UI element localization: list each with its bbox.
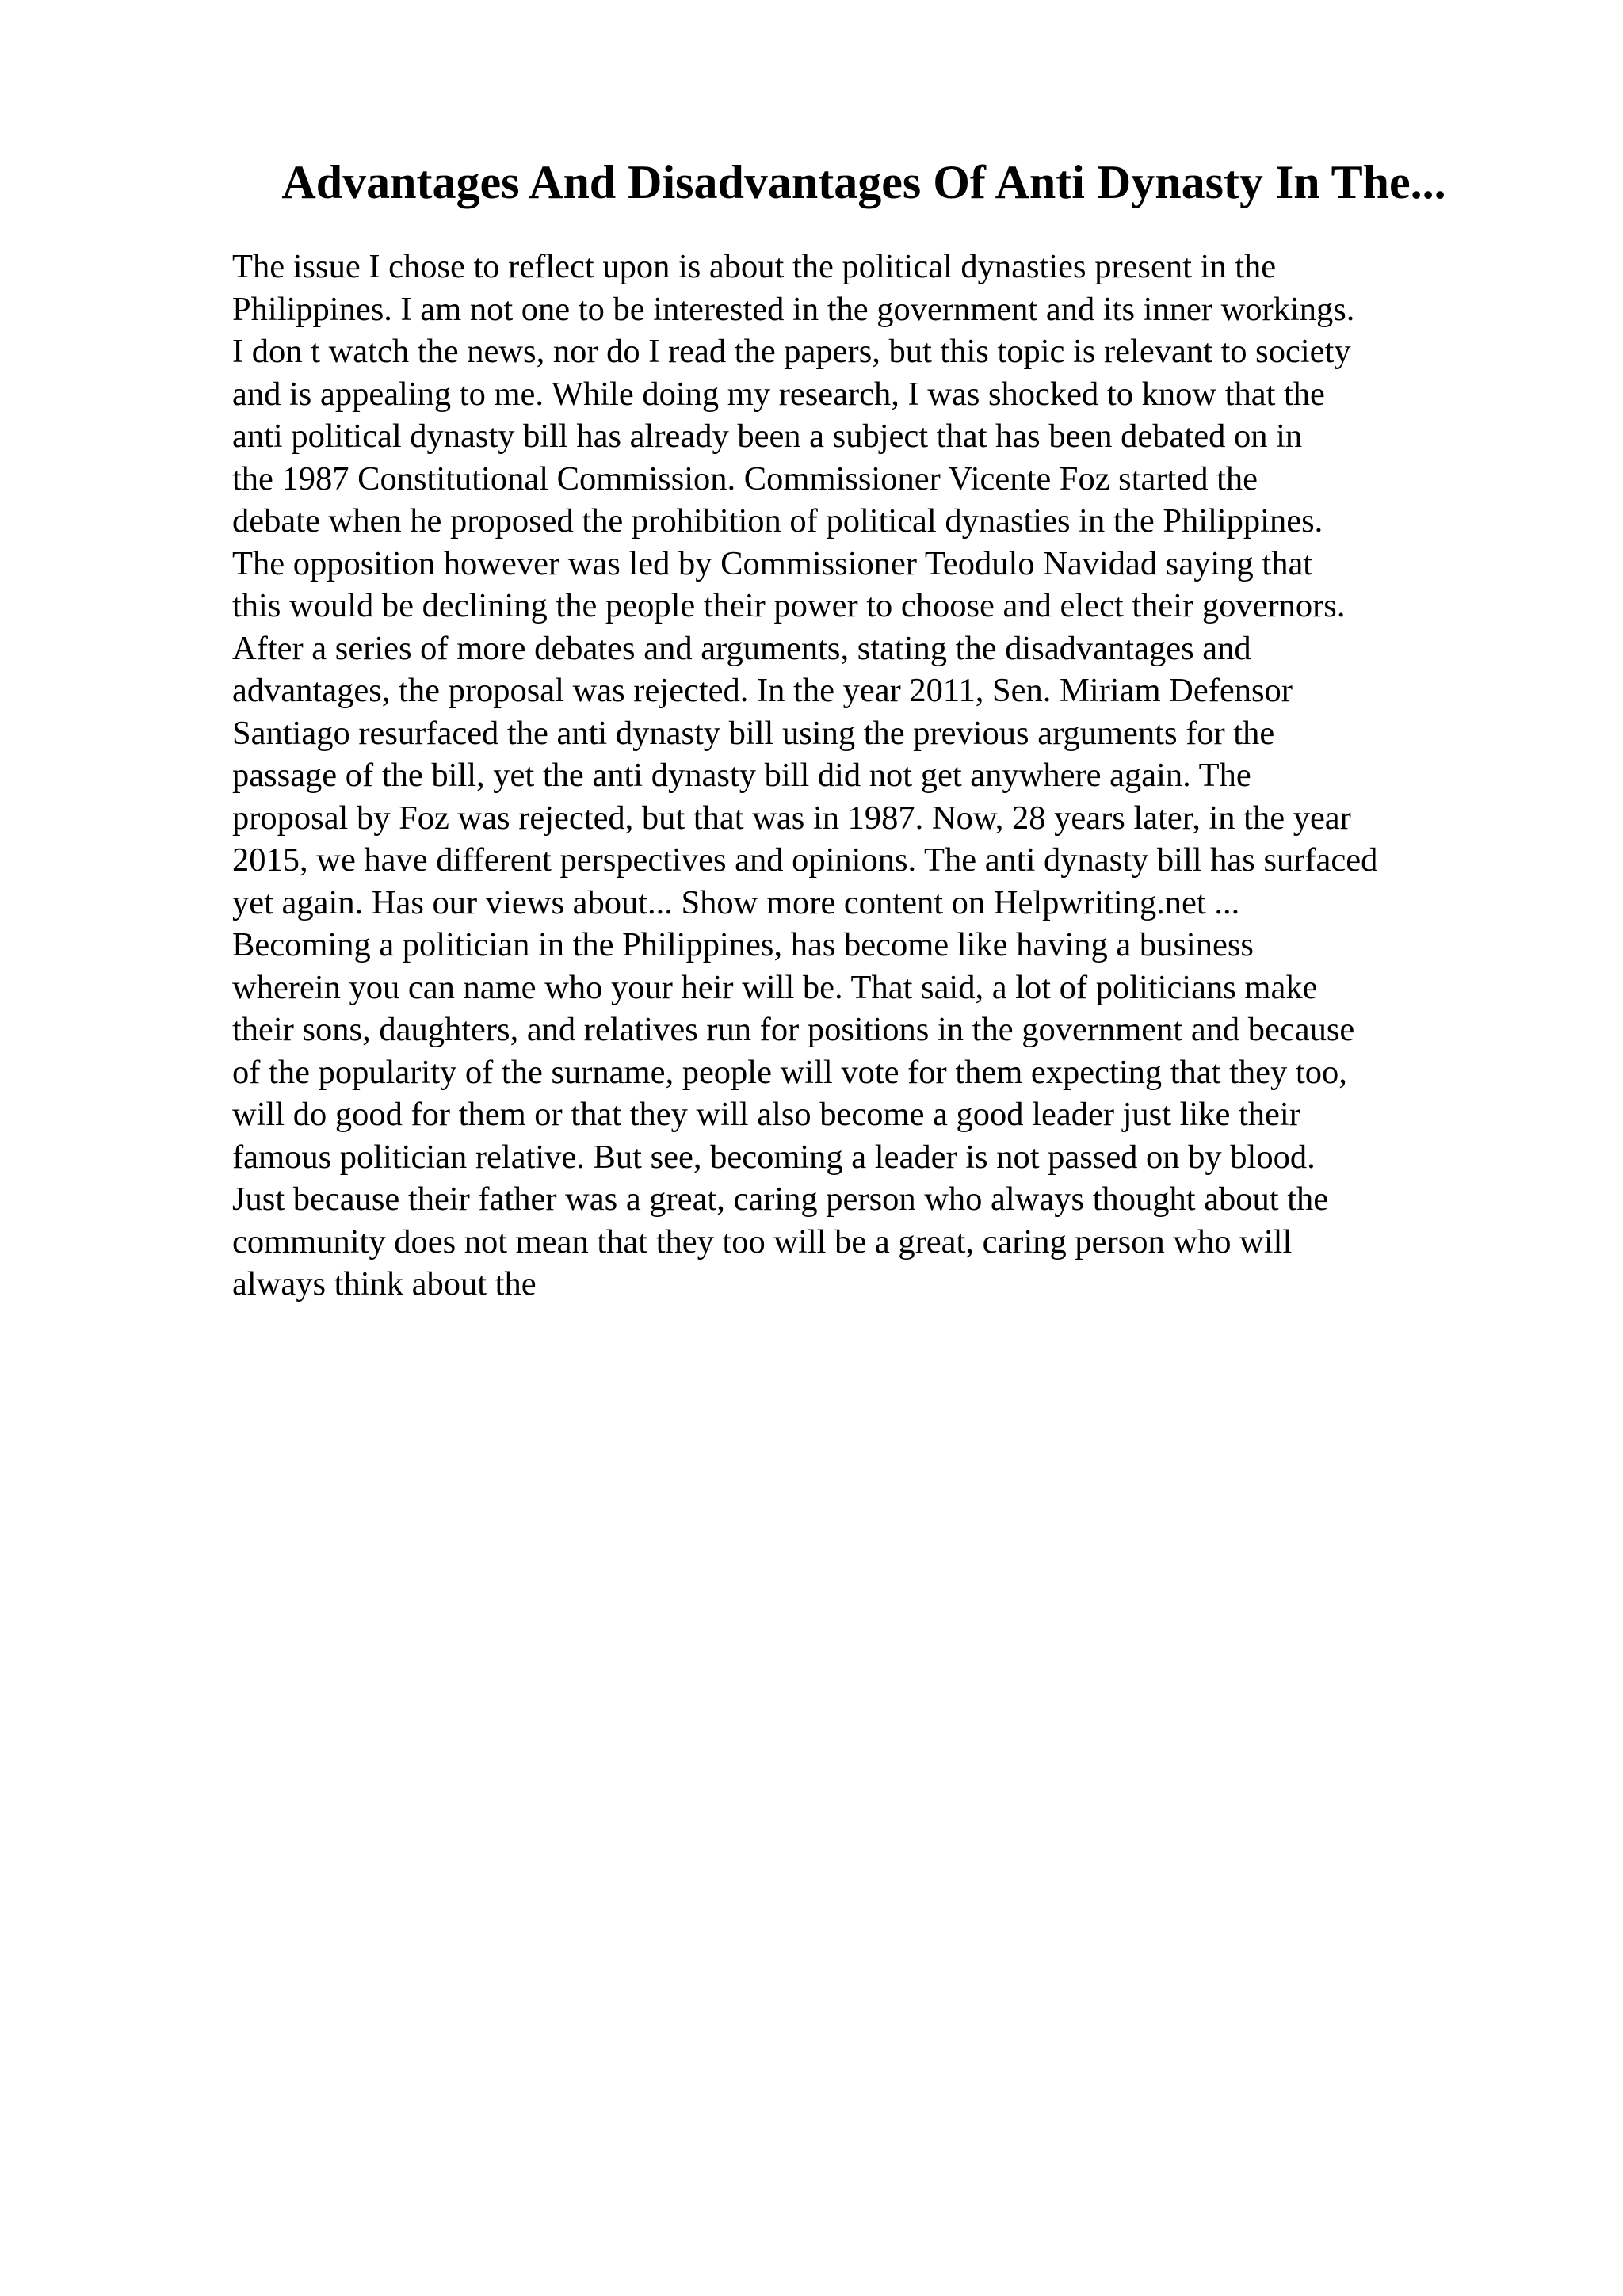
body-line: and is appealing to me. While doing my research, I was shocked to know that the bbox=[232, 375, 1325, 413]
body-line: always think about the bbox=[232, 1265, 537, 1302]
body-line: After a series of more debates and arguments, stating the disadvantages and bbox=[232, 629, 1251, 667]
body-line: Santiago resurfaced the anti dynasty bill using the previous arguments for the bbox=[232, 714, 1275, 752]
body-line: debate when he proposed the prohibition of political dynasties in the Philippines. bbox=[232, 502, 1323, 540]
body-line: passage of the bill, yet the anti dynasty bill did not get anywhere again. The bbox=[232, 757, 1251, 794]
body-line: Just because their father was a great, caring person who always thought about the bbox=[232, 1180, 1329, 1218]
body-line: 2015, we have different perspectives and opinions. The anti dynasty bill has surfaced bbox=[232, 841, 1378, 879]
body-line: The opposition however was led by Commissioner Teodulo Navidad saying that bbox=[232, 544, 1313, 582]
body-line: anti political dynasty bill has already been a subject that has been debated on in bbox=[232, 418, 1303, 455]
body-line: Becoming a politician in the Philippines, has become like having a business bbox=[232, 926, 1254, 963]
body-line: advantages, the proposal was rejected. In the year 2011, Sen. Miriam Defensor bbox=[232, 672, 1293, 709]
body-line: this would be declining the people their power to choose and elect their governors. bbox=[232, 587, 1346, 624]
document-body bbox=[232, 246, 1579, 1306]
body-line: of the popularity of the surname, people will vote for them expecting that they too, bbox=[232, 1053, 1347, 1091]
body-line: The issue I chose to reflect upon is about the political dynasties present in the bbox=[232, 248, 1277, 285]
body-line: proposal by Foz was rejected, but that was in 1987. Now, 28 years later, in the year bbox=[232, 799, 1351, 837]
body-line: community does not mean that they too will be a great, caring person who will bbox=[232, 1222, 1293, 1261]
document-title: Advantages And Disadvantages Of Anti Dynasty In The... bbox=[281, 156, 1446, 208]
body-line: yet again. Has our views about... Show more content on Helpwriting.net ... bbox=[232, 883, 1240, 921]
body-line: their sons, daughters, and relatives run for positions in the government and because bbox=[232, 1011, 1355, 1048]
body-line: I don t watch the news, nor do I read the papers, but this topic is relevant to society bbox=[232, 333, 1351, 370]
body-line: the 1987 Constitutional Commission. Commissioner Vicente Foz started the bbox=[232, 460, 1258, 498]
body-line: famous politician relative. But see, becoming a leader is not passed on by blood. bbox=[232, 1138, 1316, 1176]
body-line: wherein you can name who your heir will be. That said, a lot of politicians make bbox=[232, 968, 1318, 1006]
body-line: Philippines. I am not one to be interested in the government and its inner workings. bbox=[232, 290, 1355, 328]
body-line: will do good for them or that they will also become a good leader just like their bbox=[232, 1096, 1300, 1133]
